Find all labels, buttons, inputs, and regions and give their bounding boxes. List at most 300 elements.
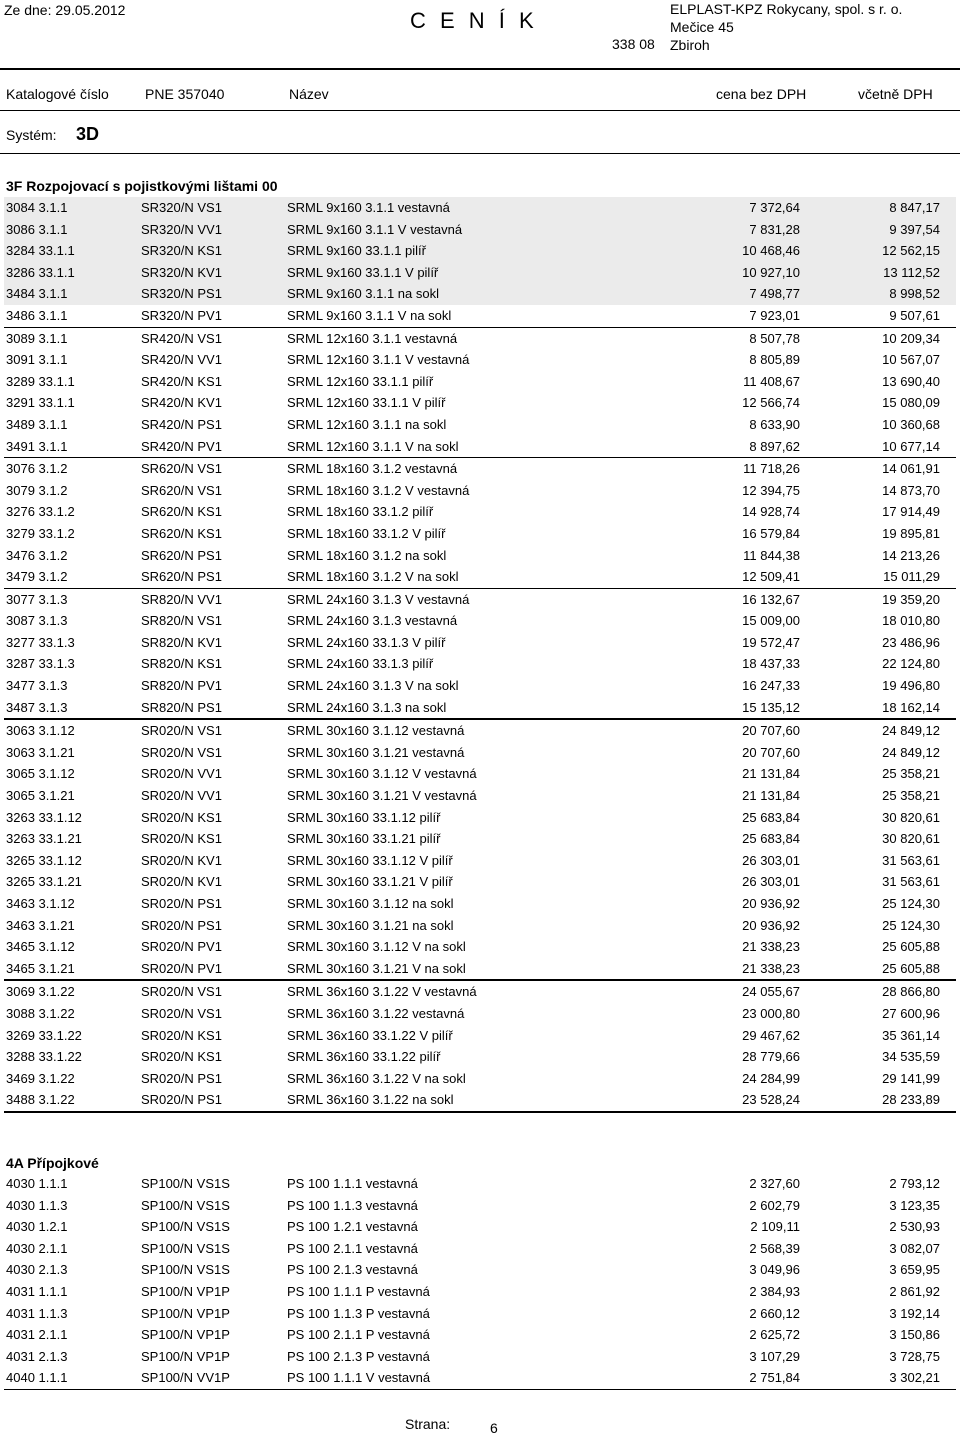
- section-3f-title: 3F Rozpojovací s pojistkovými lištami 00: [6, 178, 278, 194]
- cell-catalog: 4030 2.1.1: [6, 1240, 68, 1256]
- cell-pne: SR020/N KV1: [141, 852, 222, 868]
- cell-price-vat: 10 567,07: [882, 352, 940, 368]
- cell-catalog: 3088 3.1.22: [6, 1005, 75, 1021]
- cell-price-net: 8 633,90: [749, 416, 800, 432]
- cell-catalog: 3089 3.1.1: [6, 330, 68, 346]
- col-header-price-vat: včetně DPH: [858, 86, 933, 102]
- cell-name: SRML 30x160 3.1.21 vestavná: [287, 744, 465, 760]
- cell-name: SRML 12x160 3.1.1 V vestavná: [287, 352, 470, 368]
- cell-name: SRML 30x160 3.1.21 na sokl: [287, 917, 454, 933]
- cell-price-net: 2 660,12: [749, 1305, 800, 1321]
- cell-price-net: 21 131,84: [742, 788, 800, 804]
- cell-catalog: 3076 3.1.2: [6, 461, 68, 477]
- cell-price-vat: 30 820,61: [882, 809, 940, 825]
- table-row: [4, 197, 956, 219]
- cell-price-vat: 8 998,52: [889, 286, 940, 302]
- cell-price-vat: 9 397,54: [889, 221, 940, 237]
- cell-pne: SR020/N KS1: [141, 1027, 222, 1043]
- section-4a-table: [4, 1173, 956, 1390]
- cell-price-vat: 31 563,61: [882, 852, 940, 868]
- table-row: [4, 981, 956, 1003]
- cell-catalog: 3286 33.1.1: [6, 264, 75, 280]
- cell-price-vat: 2 861,92: [889, 1283, 940, 1299]
- table-row: [4, 566, 956, 589]
- cell-price-net: 3 049,96: [749, 1262, 800, 1278]
- cell-price-net: 12 509,41: [742, 569, 800, 585]
- table-row: [4, 697, 956, 721]
- cell-price-vat: 24 849,12: [882, 723, 940, 739]
- table-row: [4, 958, 956, 982]
- cell-pne: SR420/N KS1: [141, 373, 222, 389]
- section-4a-title: 4A Přípojkové: [6, 1155, 99, 1171]
- cell-price-vat: 35 361,14: [882, 1027, 940, 1043]
- cell-price-net: 23 528,24: [742, 1092, 800, 1108]
- cell-price-net: 24 284,99: [742, 1070, 800, 1086]
- cell-name: SRML 36x160 3.1.22 V vestavná: [287, 984, 477, 1000]
- col-header-price-net: cena bez DPH: [716, 86, 807, 102]
- table-row: [4, 785, 956, 807]
- cell-pne: SR320/N PV1: [141, 307, 222, 323]
- cell-catalog: 3077 3.1.3: [6, 591, 68, 607]
- table-row: [4, 610, 956, 632]
- cell-catalog: 3469 3.1.22: [6, 1070, 75, 1086]
- page-label: Strana:: [405, 1416, 451, 1432]
- cell-pne: SR820/N KS1: [141, 656, 222, 672]
- cell-catalog: 3084 3.1.1: [6, 200, 68, 215]
- cell-catalog: 3465 3.1.12: [6, 939, 75, 955]
- cell-price-vat: 3 082,07: [889, 1240, 940, 1256]
- cell-catalog: 3463 3.1.12: [6, 896, 75, 911]
- cell-catalog: 4030 2.1.3: [6, 1262, 68, 1278]
- column-header-divider: [0, 110, 960, 111]
- table-row: [4, 742, 956, 764]
- cell-price-net: 14 928,74: [742, 504, 800, 520]
- cell-name: SRML 30x160 3.1.12 V na sokl: [287, 939, 466, 955]
- cell-price-vat: 10 677,14: [882, 438, 940, 454]
- cell-name: SRML 24x160 3.1.3 vestavná: [287, 613, 458, 629]
- cell-price-net: 21 338,23: [742, 939, 800, 955]
- table-row: [4, 1216, 956, 1238]
- cell-catalog: 3287 33.1.3: [6, 656, 75, 672]
- cell-catalog: 4030 1.1.3: [6, 1197, 68, 1213]
- cell-catalog: 3288 33.1.22: [6, 1049, 82, 1065]
- cell-catalog: 3465 3.1.21: [6, 960, 75, 976]
- company-street: Mečice 45: [670, 19, 734, 35]
- cell-price-net: 28 779,66: [742, 1049, 800, 1065]
- cell-pne: SP100/N VP1P: [141, 1283, 230, 1299]
- cell-name: SRML 9x160 33.1.1 pilíř: [287, 243, 426, 259]
- cell-price-vat: 9 507,61: [889, 307, 940, 323]
- table-row: [4, 653, 956, 675]
- cell-pne: SP100/N VS1S: [141, 1219, 230, 1235]
- table-row: [4, 392, 956, 414]
- cell-price-net: 3 107,29: [749, 1348, 800, 1364]
- company-block: [670, 0, 902, 54]
- cell-price-vat: 25 605,88: [882, 960, 940, 976]
- table-row: [4, 589, 956, 611]
- cell-price-vat: 15 080,09: [882, 395, 940, 411]
- cell-catalog: 3486 3.1.1: [6, 307, 68, 323]
- cell-name: SRML 24x160 33.1.3 V pilíř: [287, 634, 446, 650]
- cell-name: SRML 30x160 3.1.12 na sokl: [287, 896, 454, 911]
- cell-catalog: 3069 3.1.22: [6, 984, 75, 1000]
- cell-name: SRML 9x160 3.1.1 V na sokl: [287, 307, 452, 323]
- cell-price-net: 11 844,38: [743, 547, 800, 563]
- cell-catalog: 3487 3.1.3: [6, 699, 68, 715]
- cell-price-vat: 3 123,35: [889, 1197, 940, 1213]
- cell-catalog: 3488 3.1.22: [6, 1092, 75, 1108]
- cell-name: SRML 30x160 3.1.12 vestavná: [287, 723, 465, 739]
- cell-price-net: 10 468,46: [742, 243, 800, 259]
- cell-pne: SP100/N VP1P: [141, 1348, 230, 1364]
- cell-price-net: 23 000,80: [742, 1005, 800, 1021]
- cell-pne: SR020/N PS1: [141, 896, 222, 911]
- cell-price-vat: 18 162,14: [882, 699, 940, 715]
- cell-catalog: 3289 33.1.1: [6, 373, 75, 389]
- cell-price-vat: 3 659,95: [889, 1262, 940, 1278]
- col-header-catalog: Katalogové číslo: [6, 86, 109, 102]
- cell-pne: SR820/N VS1: [141, 613, 222, 629]
- cell-price-net: 12 566,74: [742, 395, 800, 411]
- cell-name: SRML 30x160 33.1.12 pilíř: [287, 809, 441, 825]
- cell-price-net: 7 831,28: [749, 221, 800, 237]
- cell-catalog: 3279 33.1.2: [6, 525, 75, 541]
- cell-name: SRML 36x160 33.1.22 V pilíř: [287, 1027, 453, 1043]
- cell-catalog: 3065 3.1.21: [6, 788, 75, 804]
- table-row: [4, 501, 956, 523]
- cell-pne: SR020/N PS1: [141, 1092, 222, 1108]
- cell-name: SRML 18x160 33.1.2 pilíř: [287, 504, 434, 520]
- cell-name: SRML 24x160 3.1.3 V na sokl: [287, 678, 459, 694]
- cell-price-net: 18 437,33: [742, 656, 800, 672]
- cell-name: PS 100 1.1.1 V vestavná: [287, 1370, 431, 1386]
- table-row: [4, 523, 956, 545]
- cell-price-vat: 27 600,96: [882, 1005, 940, 1021]
- cell-price-vat: 12 562,15: [882, 243, 940, 259]
- table-row: [4, 850, 956, 872]
- cell-pne: SR020/N KS1: [141, 1049, 222, 1065]
- cell-name: SRML 18x160 3.1.2 vestavná: [287, 461, 458, 477]
- table-row: [4, 436, 956, 459]
- cell-price-vat: 24 849,12: [882, 744, 940, 760]
- cell-price-vat: 3 150,86: [889, 1327, 940, 1343]
- cell-price-net: 25 683,84: [742, 809, 800, 825]
- cell-pne: SR620/N PS1: [141, 547, 222, 563]
- cell-pne: SR020/N PS1: [141, 1070, 222, 1086]
- table-row: [4, 1089, 956, 1113]
- cell-price-net: 19 572,47: [742, 634, 800, 650]
- cell-price-vat: 31 563,61: [882, 874, 940, 890]
- cell-price-vat: 14 061,91: [882, 461, 940, 477]
- cell-price-net: 20 707,60: [742, 723, 800, 739]
- cell-pne: SR820/N PV1: [141, 678, 222, 694]
- date-line: [4, 2, 125, 18]
- cell-price-vat: 18 010,80: [882, 613, 940, 629]
- cell-price-vat: 19 496,80: [882, 678, 940, 694]
- cell-name: SRML 9x160 3.1.1 V vestavná: [287, 221, 463, 237]
- cell-catalog: 3079 3.1.2: [6, 482, 68, 498]
- cell-pne: SR320/N KS1: [141, 243, 222, 259]
- cell-name: PS 100 2.1.1 vestavná: [287, 1240, 418, 1256]
- cell-price-vat: 25 124,30: [882, 896, 940, 911]
- cell-price-vat: 2 793,12: [889, 1176, 940, 1191]
- cell-catalog: 4030 1.1.1: [6, 1176, 68, 1191]
- cell-catalog: 3489 3.1.1: [6, 416, 68, 432]
- cell-name: PS 100 2.1.1 P vestavná: [287, 1327, 430, 1343]
- cell-price-net: 8 805,89: [749, 352, 800, 368]
- cell-catalog: 4031 2.1.3: [6, 1348, 68, 1364]
- table-row: [4, 480, 956, 502]
- cell-name: PS 100 2.1.3 P vestavná: [287, 1348, 430, 1364]
- system-label: Systém:: [6, 127, 57, 143]
- cell-pne: SR620/N KS1: [141, 504, 222, 520]
- cell-catalog: 4040 1.1.1: [6, 1370, 68, 1386]
- cell-name: PS 100 1.1.3 P vestavná: [287, 1305, 430, 1321]
- cell-name: SRML 30x160 33.1.12 V pilíř: [287, 852, 453, 868]
- cell-pne: SP100/N VP1P: [141, 1305, 230, 1321]
- cell-name: PS 100 2.1.3 vestavná: [287, 1262, 418, 1278]
- cell-pne: SR020/N KV1: [141, 874, 222, 890]
- table-row: [4, 632, 956, 654]
- table-row: [4, 1173, 956, 1195]
- section-3f-table: [4, 197, 956, 1113]
- cell-price-net: 16 579,84: [742, 525, 800, 541]
- cell-price-net: 2 109,11: [750, 1219, 800, 1235]
- cell-name: SRML 24x160 3.1.3 na sokl: [287, 699, 447, 715]
- cell-name: SRML 9x160 3.1.1 vestavná: [287, 200, 450, 215]
- cell-name: SRML 12x160 3.1.1 vestavná: [287, 330, 458, 346]
- cell-price-net: 7 923,01: [749, 307, 800, 323]
- cell-catalog: 3265 33.1.12: [6, 852, 82, 868]
- cell-catalog: 4030 1.2.1: [6, 1219, 68, 1235]
- cell-pne: SR020/N VV1: [141, 788, 222, 804]
- cell-name: SRML 36x160 3.1.22 vestavná: [287, 1005, 465, 1021]
- cell-name: SRML 18x160 3.1.2 na sokl: [287, 547, 447, 563]
- cell-name: SRML 12x160 33.1.1 V pilíř: [287, 395, 446, 411]
- table-row: [4, 240, 956, 262]
- cell-pne: SR320/N KV1: [141, 264, 222, 280]
- cell-pne: SR820/N VV1: [141, 591, 222, 607]
- cell-price-net: 11 718,26: [743, 461, 800, 477]
- cell-pne: SR620/N VS1: [141, 461, 222, 477]
- table-row: [4, 414, 956, 436]
- table-row: [4, 1046, 956, 1068]
- cell-price-vat: 29 141,99: [882, 1070, 940, 1086]
- cell-price-vat: 28 233,89: [882, 1092, 940, 1108]
- cell-pne: SP100/N VS1S: [141, 1197, 230, 1213]
- cell-price-vat: 34 535,59: [882, 1049, 940, 1065]
- cell-price-net: 7 372,64: [749, 200, 800, 215]
- page-title: C E N Í K: [410, 8, 538, 33]
- table-row: [4, 720, 956, 742]
- cell-price-vat: 28 866,80: [882, 984, 940, 1000]
- cell-pne: SR820/N KV1: [141, 634, 222, 650]
- cell-pne: SR020/N VS1: [141, 984, 222, 1000]
- cell-pne: SR420/N PV1: [141, 438, 222, 454]
- cell-pne: SR420/N VV1: [141, 352, 222, 368]
- table-row: [4, 1003, 956, 1025]
- cell-pne: SP100/N VV1P: [141, 1370, 230, 1386]
- cell-pne: SR320/N VS1: [141, 200, 222, 215]
- cell-price-net: 2 751,84: [749, 1370, 800, 1386]
- cell-name: SRML 9x160 3.1.1 na sokl: [287, 286, 439, 302]
- cell-price-net: 26 303,01: [742, 852, 800, 868]
- cell-catalog: 3463 3.1.21: [6, 917, 75, 933]
- table-row: [4, 936, 956, 958]
- cell-price-net: 21 131,84: [742, 766, 800, 782]
- table-row: [4, 1068, 956, 1090]
- cell-price-vat: 19 895,81: [882, 525, 940, 541]
- table-row: [4, 1324, 956, 1346]
- cell-pne: SR620/N VS1: [141, 482, 222, 498]
- cell-price-vat: 30 820,61: [882, 831, 940, 847]
- cell-price-vat: 14 213,26: [882, 547, 940, 563]
- cell-catalog: 3277 33.1.3: [6, 634, 75, 650]
- cell-name: SRML 36x160 33.1.22 pilíř: [287, 1049, 441, 1065]
- cell-price-vat: 2 530,93: [889, 1219, 940, 1235]
- cell-name: SRML 30x160 33.1.21 pilíř: [287, 831, 441, 847]
- cell-price-net: 16 132,67: [742, 591, 800, 607]
- cell-price-net: 2 384,93: [749, 1283, 800, 1299]
- cell-catalog: 3477 3.1.3: [6, 678, 68, 694]
- cell-pne: SP100/N VP1P: [141, 1327, 230, 1343]
- cell-price-vat: 19 359,20: [882, 591, 940, 607]
- cell-pne: SR420/N PS1: [141, 416, 222, 432]
- cell-price-net: 24 055,67: [742, 984, 800, 1000]
- cell-price-net: 2 568,39: [749, 1240, 800, 1256]
- cell-price-net: 10 927,10: [742, 264, 800, 280]
- cell-price-net: 29 467,62: [742, 1027, 800, 1043]
- cell-price-net: 15 135,12: [742, 699, 800, 715]
- cell-catalog: 3086 3.1.1: [6, 221, 68, 237]
- cell-price-net: 12 394,75: [742, 482, 800, 498]
- cell-pne: SR320/N PS1: [141, 286, 222, 302]
- cell-pne: SR820/N PS1: [141, 699, 222, 715]
- cell-price-vat: 14 873,70: [882, 482, 940, 498]
- cell-name: SRML 30x160 3.1.12 V vestavná: [287, 766, 477, 782]
- col-header-name: Název: [289, 86, 329, 102]
- cell-pne: SR620/N KS1: [141, 525, 222, 541]
- cell-catalog: 3491 3.1.1: [6, 438, 68, 454]
- cell-price-net: 25 683,84: [742, 831, 800, 847]
- cell-pne: SR020/N VV1: [141, 766, 222, 782]
- date-value: 29.05.2012: [55, 2, 126, 18]
- cell-price-net: 7 498,77: [749, 286, 800, 302]
- cell-pne: SR020/N KS1: [141, 809, 222, 825]
- system-value: 3D: [76, 124, 100, 144]
- cell-catalog: 4031 1.1.1: [6, 1283, 68, 1299]
- cell-price-vat: 3 192,14: [889, 1305, 940, 1321]
- table-row: [4, 283, 956, 305]
- cell-catalog: 4031 2.1.1: [6, 1327, 68, 1343]
- cell-pne: SR420/N KV1: [141, 395, 222, 411]
- table-row: [4, 675, 956, 697]
- cell-pne: SR020/N KS1: [141, 831, 222, 847]
- cell-name: SRML 9x160 33.1.1 V pilíř: [287, 264, 439, 280]
- cell-price-net: 2 625,72: [749, 1327, 800, 1343]
- table-row: [4, 828, 956, 850]
- cell-name: SRML 30x160 33.1.21 V pilíř: [287, 874, 453, 890]
- company-city: Zbiroh: [670, 37, 710, 53]
- cell-pne: SR020/N PV1: [141, 939, 222, 955]
- cell-name: SRML 24x160 33.1.3 pilíř: [287, 656, 434, 672]
- table-row: [4, 893, 956, 915]
- system-divider: [0, 153, 960, 154]
- cell-price-vat: 3 728,75: [889, 1348, 940, 1364]
- cell-name: PS 100 1.1.1 P vestavná: [287, 1283, 430, 1299]
- table-row: [4, 1238, 956, 1260]
- table-row: [4, 219, 956, 241]
- cell-catalog: 3479 3.1.2: [6, 569, 68, 585]
- table-row: [4, 1367, 956, 1390]
- cell-pne: SR320/N VV1: [141, 221, 222, 237]
- cell-pne: SR020/N PS1: [141, 917, 222, 933]
- cell-price-net: 2 602,79: [749, 1197, 800, 1213]
- cell-price-net: 20 936,92: [742, 917, 800, 933]
- cell-catalog: 4031 1.1.3: [6, 1305, 68, 1321]
- cell-price-vat: 10 360,68: [882, 416, 940, 432]
- cell-pne: SP100/N VS1S: [141, 1176, 230, 1191]
- cell-name: SRML 36x160 3.1.22 V na sokl: [287, 1070, 466, 1086]
- cell-name: SRML 18x160 3.1.2 V vestavná: [287, 482, 470, 498]
- cell-price-vat: 25 124,30: [882, 917, 940, 933]
- cell-catalog: 3063 3.1.21: [6, 744, 75, 760]
- cell-price-vat: 8 847,17: [889, 200, 940, 215]
- table-row: [4, 349, 956, 371]
- table-row: [4, 1346, 956, 1368]
- cell-price-vat: 13 112,52: [883, 264, 940, 280]
- cell-name: SRML 12x160 33.1.1 pilíř: [287, 373, 434, 389]
- cell-price-vat: 3 302,21: [889, 1370, 940, 1386]
- table-row: [4, 1195, 956, 1217]
- cell-catalog: 3269 33.1.22: [6, 1027, 82, 1043]
- cell-catalog: 3484 3.1.1: [6, 286, 68, 302]
- cell-catalog: 3265 33.1.21: [6, 874, 82, 890]
- cell-price-vat: 25 605,88: [882, 939, 940, 955]
- cell-price-vat: 10 209,34: [882, 330, 940, 346]
- cell-pne: SR620/N PS1: [141, 569, 222, 585]
- cell-price-vat: 25 358,21: [882, 788, 940, 804]
- table-row: [4, 1281, 956, 1303]
- table-row: [4, 262, 956, 284]
- cell-catalog: 3276 33.1.2: [6, 504, 75, 520]
- cell-pne: SP100/N VS1S: [141, 1240, 230, 1256]
- cell-price-net: 15 009,00: [742, 613, 800, 629]
- table-row: [4, 458, 956, 480]
- table-row: [4, 807, 956, 829]
- cell-catalog: 3065 3.1.12: [6, 766, 75, 782]
- table-row: [4, 371, 956, 393]
- table-row: [4, 763, 956, 785]
- table-row: [4, 871, 956, 893]
- cell-name: PS 100 1.2.1 vestavná: [287, 1219, 418, 1235]
- cell-catalog: 3284 33.1.1: [6, 243, 75, 259]
- cell-price-vat: 17 914,49: [882, 504, 940, 520]
- cell-price-net: 26 303,01: [742, 874, 800, 890]
- cell-price-net: 16 247,33: [742, 678, 800, 694]
- cell-name: SRML 30x160 3.1.21 V na sokl: [287, 960, 466, 976]
- cell-pne: SR020/N VS1: [141, 723, 222, 739]
- date-label: Ze dne:: [4, 2, 52, 18]
- cell-price-vat: 22 124,80: [882, 656, 940, 672]
- cell-name: SRML 30x160 3.1.21 V vestavná: [287, 788, 477, 804]
- cell-price-net: 11 408,67: [743, 373, 800, 389]
- cell-name: SRML 36x160 3.1.22 na sokl: [287, 1092, 454, 1108]
- company-name: ELPLAST-KPZ Rokycany, spol. s r. o.: [670, 1, 903, 17]
- cell-name: PS 100 1.1.1 vestavná: [287, 1176, 418, 1191]
- table-row: [4, 545, 956, 567]
- cell-pne: SR020/N PV1: [141, 960, 222, 976]
